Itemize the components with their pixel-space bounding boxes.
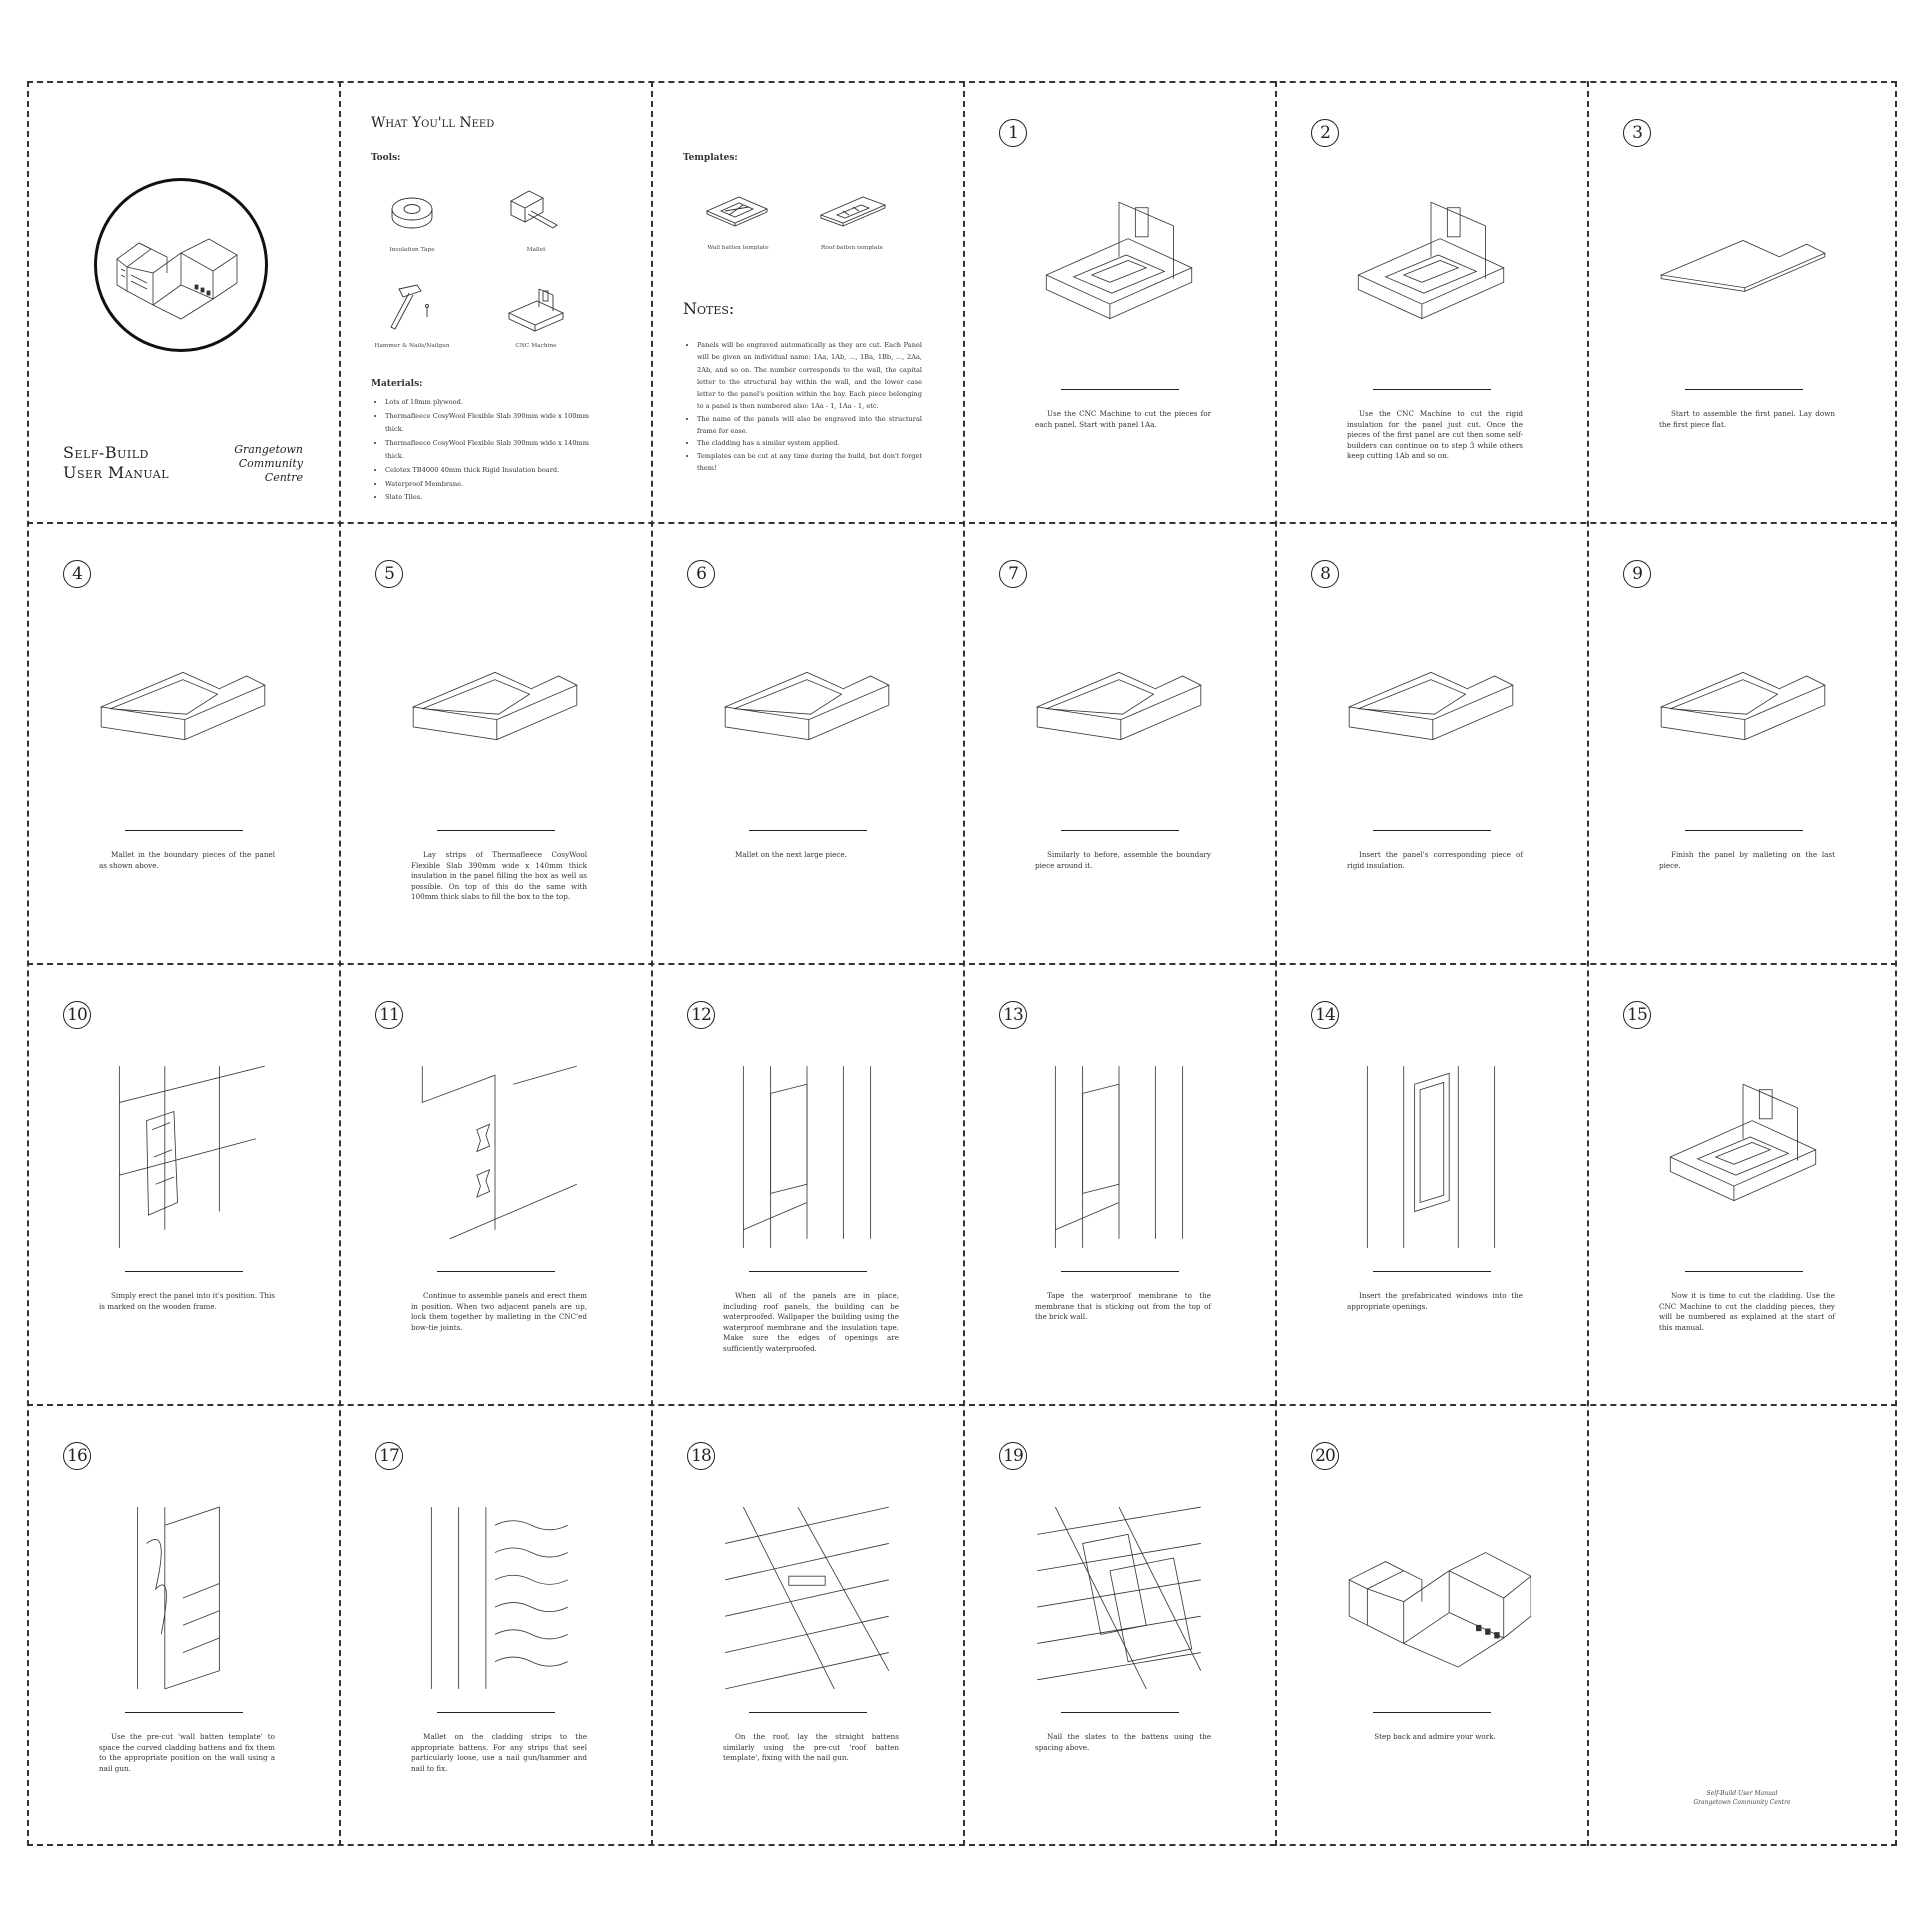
step-description: Step back and admire your work.: [1374, 1732, 1496, 1741]
step-description: Continue to assemble panels and erect them in position. When two adjacent panels are up, lock them together by malleting in the CNC'ed bow-tie joints.: [411, 1291, 587, 1332]
step-number: 1: [999, 119, 1027, 147]
divider: [1061, 830, 1179, 831]
step-description: Insert the prefabricated windows into the appropriate openings.: [1347, 1291, 1523, 1311]
step-number: 3: [1623, 119, 1651, 147]
step-description: Tape the waterproof membrane to the membrane that is sticking out from the top of the brick wall.: [1035, 1291, 1211, 1322]
divider: [749, 1712, 867, 1713]
list-item: • The cladding has a similar system applied.: [697, 437, 922, 449]
list-item: • The name of the panels will also be engraved into the structural frame for ease.: [697, 413, 922, 438]
step-description: When all of the panels are in place, including roof panels, the building can be waterproofed. Wallpaper the building using the waterproof membrane and the insulation tape. Make sure the edges of openings are sufficiently waterproofed.: [723, 1291, 899, 1353]
step-number: 2: [1311, 119, 1339, 147]
step-description: Start to assemble the first panel. Lay down the first piece flat.: [1659, 409, 1835, 429]
step-description: On the roof, lay the straight battens similarly using the pre-cut 'roof batten template', fixing with the nail gun.: [723, 1732, 899, 1763]
divider: [749, 830, 867, 831]
list-item: • Slate Tiles.: [385, 491, 600, 505]
step-description: Simply erect the panel into it's position. This is marked on the wooden frame.: [99, 1291, 275, 1311]
step-number: 11: [375, 1001, 403, 1029]
notes-heading: Notes:: [683, 299, 735, 318]
list-item: • Lots of 18mm plywood.: [385, 396, 600, 410]
step-number: 19: [999, 1442, 1027, 1470]
step-description: Insert the panel's corresponding piece of rigid insulation.: [1347, 850, 1523, 870]
tool-caption: CNC Machine: [515, 343, 557, 349]
step-card: [1587, 963, 1899, 1404]
step-number: 8: [1311, 560, 1339, 588]
divider: [437, 1712, 555, 1713]
step-card: [1587, 81, 1899, 522]
divider: [437, 1271, 555, 1272]
footer-line: Self-Build User Manual: [1706, 1790, 1778, 1797]
step-description: Now it is time to cut the cladding. Use the CNC Machine to cut the cladding pieces, they will be numbered as explained at the start of this manual.: [1659, 1291, 1835, 1332]
step-illustration: [1019, 1047, 1219, 1267]
title-line: Self-Build: [63, 443, 149, 462]
step-illustration: [1331, 1047, 1531, 1267]
footer-line: Grangetown Community Centre: [1693, 1799, 1791, 1806]
step-description: Mallet on the next large piece.: [735, 850, 847, 859]
step-card: [651, 1404, 963, 1845]
step-illustration: [1019, 1488, 1219, 1708]
requirements-page: [339, 81, 651, 522]
step-illustration: [707, 1047, 907, 1267]
step-card: [651, 963, 963, 1404]
tool-caption: Mallet: [526, 247, 546, 253]
org-line: Centre: [264, 471, 303, 484]
step-number: 10: [63, 1001, 91, 1029]
divider: [1373, 389, 1491, 390]
list-item: • Thermafleece CosyWool Flexible Slab 390mm wide x 140mm thick.: [385, 437, 600, 464]
step-number: 16: [63, 1442, 91, 1470]
step-card: [339, 963, 651, 1404]
step-card: [1275, 963, 1587, 1404]
step-card: [1275, 1404, 1587, 1845]
divider: [1685, 1271, 1803, 1272]
step-number: 5: [375, 560, 403, 588]
step-description: Mallet in the boundary pieces of the panel as shown above.: [99, 850, 275, 870]
step-number: 17: [375, 1442, 403, 1470]
step-number: 18: [687, 1442, 715, 1470]
step-illustration: [1331, 606, 1531, 826]
organisation-name: [234, 443, 303, 485]
step-description: Use the CNC Machine to cut the pieces for each panel. Start with panel 1Aa.: [1035, 409, 1211, 429]
step-card: [1275, 522, 1587, 963]
list-item: • Celotex TB4000 40mm thick Rigid Insulation board.: [385, 464, 600, 478]
step-illustration: [707, 606, 907, 826]
step-number: 9: [1623, 560, 1651, 588]
step-description: Similarly to before, assemble the boundary piece around it.: [1035, 850, 1211, 870]
divider: [1685, 830, 1803, 831]
step-description: Mallet on the cladding strips to the appropriate battens. For any strips that seel particularly loose, use a nail gun/hammer and nail to fix.: [411, 1732, 587, 1773]
cnc-machine-icon: [501, 277, 571, 339]
divider: [1061, 1271, 1179, 1272]
step-illustration: [83, 1488, 283, 1708]
step-illustration: [395, 606, 595, 826]
step-illustration: [83, 1047, 283, 1267]
step-illustration: [1643, 165, 1843, 385]
divider: [125, 1712, 243, 1713]
org-line: Grangetown: [234, 443, 303, 456]
step-number: 6: [687, 560, 715, 588]
footer-page: [1587, 1404, 1897, 1845]
step-description: Finish the panel by malleting on the last piece.: [1659, 850, 1835, 870]
step-illustration: [1019, 165, 1219, 385]
manual-title: [63, 443, 169, 483]
tape-roll-icon: [377, 185, 447, 247]
title-line: User Manual: [63, 463, 170, 482]
step-description: Nail the slates to the battens using the spacing above.: [1035, 1732, 1211, 1752]
list-item: • Thermafleece CosyWool Flexible Slab 390mm wide x 100mm thick.: [385, 410, 600, 437]
divider: [1373, 1271, 1491, 1272]
list-item: • Waterproof Membrane.: [385, 478, 600, 492]
step-illustration: [1331, 1488, 1531, 1708]
mallet-icon: [501, 181, 571, 243]
divider: [1373, 830, 1491, 831]
step-illustration: [707, 1488, 907, 1708]
cover-illustration: [94, 178, 268, 352]
step-card: [1275, 81, 1587, 522]
divider: [1061, 389, 1179, 390]
wall-batten-template-icon: [699, 181, 779, 243]
divider: [1685, 389, 1803, 390]
step-number: 4: [63, 560, 91, 588]
template-caption: Roof batten template: [820, 245, 884, 251]
step-card: [339, 522, 651, 963]
materials-list: [371, 396, 600, 505]
step-number: 13: [999, 1001, 1027, 1029]
step-number: 7: [999, 560, 1027, 588]
roof-batten-template-icon: [813, 181, 893, 243]
step-illustration: [1019, 606, 1219, 826]
step-number: 14: [1311, 1001, 1339, 1029]
step-number: 15: [1623, 1001, 1651, 1029]
divider: [125, 830, 243, 831]
divider: [125, 1271, 243, 1272]
step-description: Use the pre-cut 'wall batten template' to space the curved cladding battens and fix them to the appropriate position on the wall using a nail gun.: [99, 1732, 275, 1773]
step-card: [963, 963, 1275, 1404]
step-number: 12: [687, 1001, 715, 1029]
step-illustration: [1643, 606, 1843, 826]
step-description: Lay strips of Thermafleece CosyWool Flexible Slab 390mm wide x 140mm thick insulation in the panel filling the box as well as possible. On top of this do the same with 100mm thick slabs to fill the box to the top.: [411, 850, 587, 902]
step-illustration: [83, 606, 283, 826]
divider: [1373, 1712, 1491, 1713]
step-card: [963, 1404, 1275, 1845]
divider: [749, 1271, 867, 1272]
step-card: [1587, 522, 1899, 963]
templates-notes-page: [651, 81, 963, 522]
step-card: [27, 522, 339, 963]
cover-page: [27, 81, 339, 522]
tool-caption: Hammer & Nails/Nailgun: [374, 343, 450, 349]
step-card: [27, 963, 339, 1404]
step-card: [963, 522, 1275, 963]
hammer-icon: [377, 277, 447, 339]
step-illustration: [1643, 1047, 1843, 1267]
list-item: • Panels will be engraved automatically as they are cut. Each Panel will be given an individual name: 1Aa, 1Ab, ..., 1Ba, 1Bb, ..., 2Aa, 2Ab, and so on. The number corresponds to the wall, the capital letter to the structural bay within the wall, and the lower case letter to the panel's position within the bay. Each piece belonging to a panel is then numbered also: 1Aa - 1, 1Aa - 1, etc.: [697, 339, 922, 413]
step-card: [651, 522, 963, 963]
step-card: [27, 1404, 339, 1845]
tools-label: Tools:: [371, 153, 401, 163]
step-illustration: [395, 1047, 595, 1267]
org-line: Community: [238, 457, 303, 470]
step-illustration: [395, 1488, 595, 1708]
template-caption: Wall batten template: [707, 245, 769, 251]
manual-sheet: [27, 81, 1897, 1846]
step-illustration: [1331, 165, 1531, 385]
materials-label: Materials:: [371, 379, 423, 389]
step-card: [339, 1404, 651, 1845]
templates-label: Templates:: [683, 153, 738, 163]
divider: [437, 830, 555, 831]
footer-credit: [1587, 1789, 1897, 1807]
tool-caption: Insulation Tape: [389, 247, 435, 253]
list-item: • Templates can be cut at any time during the build, but don't forget them!: [697, 450, 922, 475]
step-number: 20: [1311, 1442, 1339, 1470]
divider: [1061, 1712, 1179, 1713]
step-card: [963, 81, 1275, 522]
notes-list: [683, 339, 922, 474]
step-description: Use the CNC Machine to cut the rigid insulation for the panel just cut. Once the pieces of the first panel are cut then some self-builders can continue on to step 3 while others keep cutting 1Ab and so on.: [1347, 409, 1523, 461]
page-heading: What You'll Need: [371, 115, 495, 131]
